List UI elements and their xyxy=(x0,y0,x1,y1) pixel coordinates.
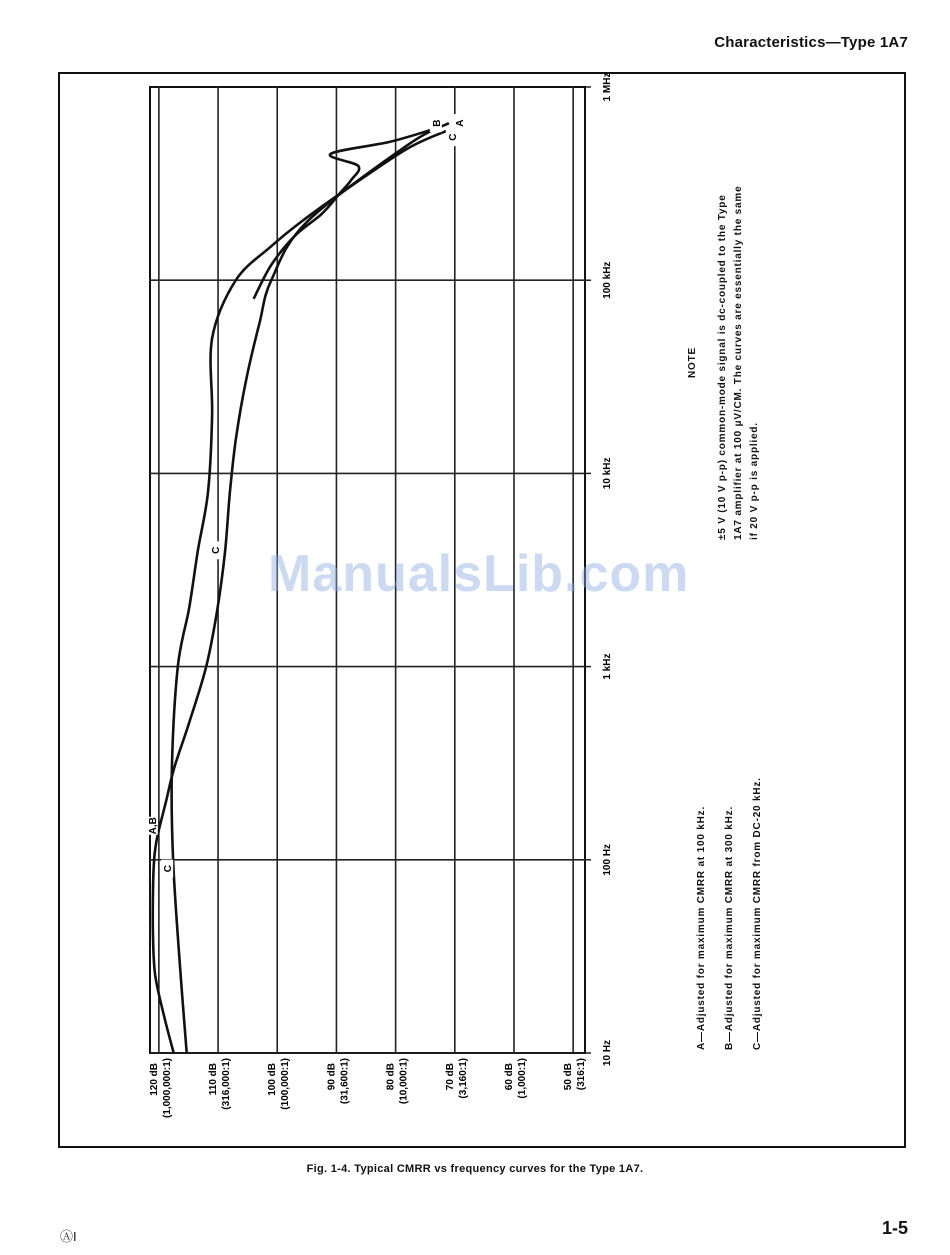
legend-a: A—Adjusted for maximum CMRR at 100 kHz. xyxy=(696,805,707,1050)
freq-tick-label: 1 MHz xyxy=(602,72,613,102)
db-tick-label: 50 dB xyxy=(563,1063,575,1091)
note-line-3: if 20 V p-p is applied. xyxy=(749,422,760,540)
note-title: NOTE xyxy=(687,347,698,378)
curve-label: C xyxy=(447,133,459,141)
db-ratio-label: (31,600:1) xyxy=(339,1058,351,1105)
db-tick-label: 110 dB xyxy=(208,1063,220,1096)
corner-mark: ⒶI xyxy=(60,1229,77,1244)
page-header: Characteristics—Type 1A7 xyxy=(714,34,908,51)
watermark: ManualsLib.com xyxy=(268,545,690,603)
db-ratio-label: (3,160:1) xyxy=(457,1058,469,1099)
db-ratio-label: (1,000:1) xyxy=(516,1058,528,1099)
freq-tick-label: 1 kHz xyxy=(602,653,613,680)
note-line-1: ±5 V (10 V p-p) common-mode signal is dc-coupled to the Type xyxy=(717,194,728,540)
freq-tick-label: 100 Hz xyxy=(602,843,613,876)
note-line-2: 1A7 amplifier at 100 μV/CM. The curves are essentially the same xyxy=(733,185,744,540)
figure-caption: Fig. 1-4. Typical CMRR vs frequency curves for the Type 1A7. xyxy=(306,1163,644,1175)
legend-c: C—Adjusted for maximum CMRR from DC-20 kHz. xyxy=(752,777,763,1050)
curve-label: C xyxy=(211,546,223,554)
curve-label: B xyxy=(431,119,443,127)
db-tick-label: 100 dB xyxy=(267,1063,279,1096)
plot-border xyxy=(147,87,585,1053)
freq-tick-label: 10 kHz xyxy=(602,457,613,490)
db-ratio-label: (316,000:1) xyxy=(221,1058,233,1110)
freq-tick-label: 10 Hz xyxy=(602,1039,613,1067)
curve-label: C xyxy=(163,865,175,873)
db-tick-label: 60 dB xyxy=(503,1063,515,1091)
page-number: 1-5 xyxy=(881,1218,908,1238)
db-ratio-label: (100,000:1) xyxy=(280,1058,292,1110)
curve-label: A xyxy=(454,119,466,127)
db-ratio-label: (10,000:1) xyxy=(398,1058,410,1105)
legend-b: B—Adjusted for maximum CMRR at 300 kHz. xyxy=(724,805,735,1050)
db-tick-label: 80 dB xyxy=(385,1063,397,1091)
db-tick-label: 90 dB xyxy=(326,1063,338,1091)
db-tick-label: 120 dB xyxy=(148,1063,160,1096)
curve-label: A,B xyxy=(147,817,159,835)
freq-tick-label: 100 kHz xyxy=(602,261,613,299)
db-ratio-label: (1,000,000:1) xyxy=(161,1058,173,1119)
db-ratio-label: (316:1) xyxy=(576,1058,588,1091)
db-tick-label: 70 dB xyxy=(444,1063,456,1091)
